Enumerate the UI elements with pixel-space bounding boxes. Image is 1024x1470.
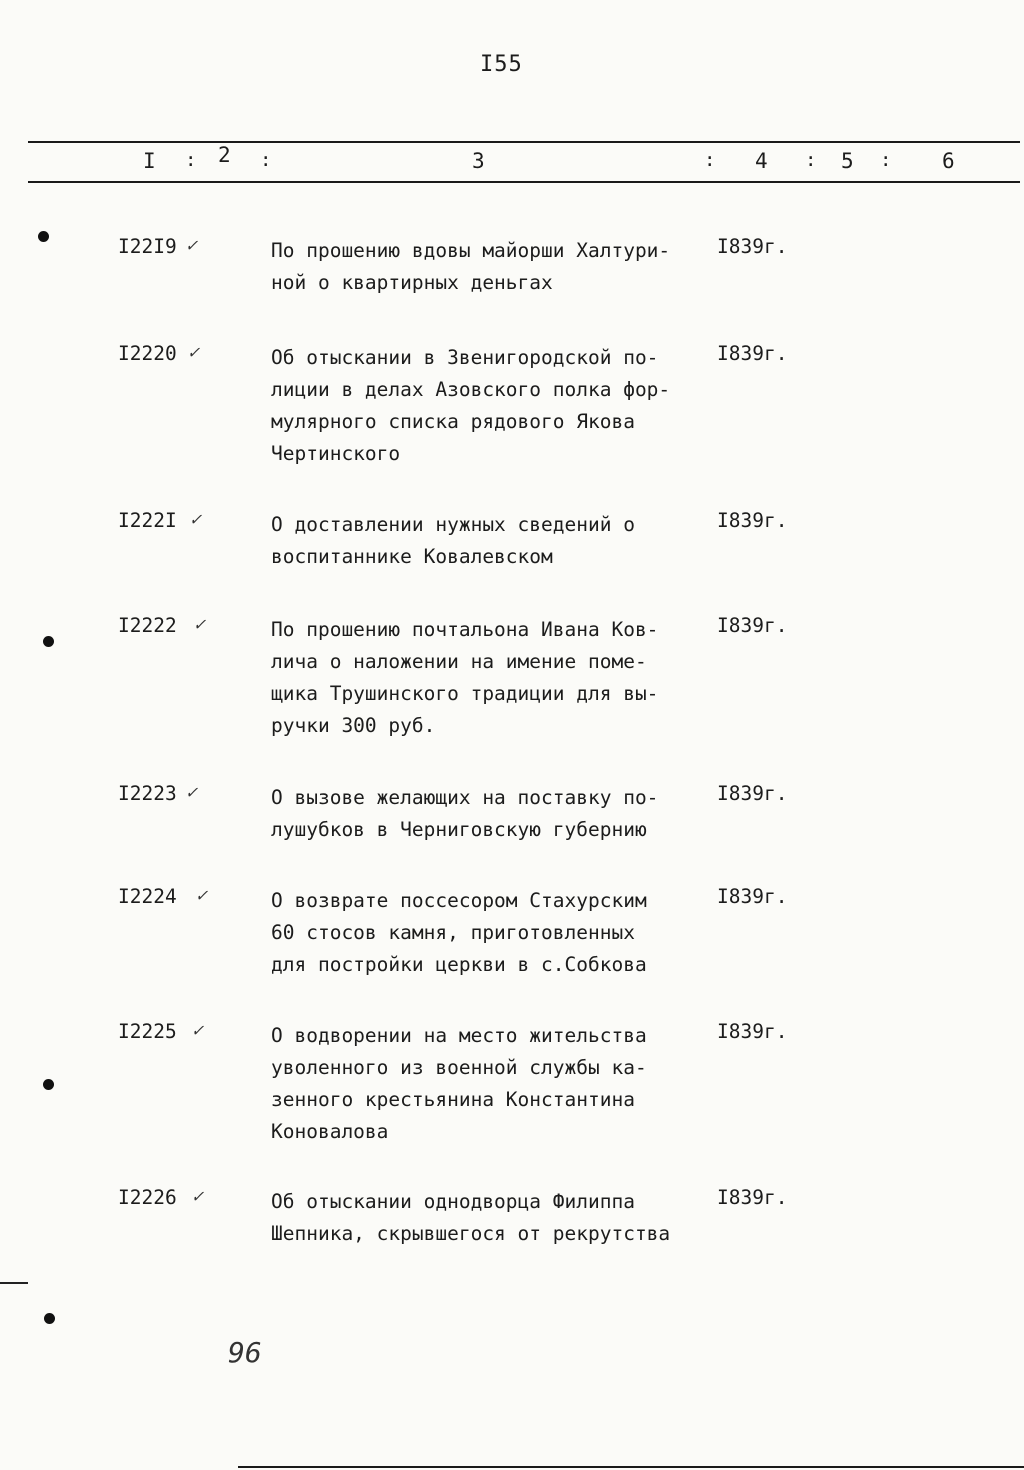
entry-title: Об отыскании однодворца Филиппа Шепника, скрывшегося от рекрутства [271, 1190, 671, 1245]
entry-number: I2222 [118, 614, 177, 637]
margin-line [0, 1282, 28, 1284]
header-col-4: 4 [755, 149, 768, 173]
check-mark-icon: ✓ [186, 235, 197, 256]
check-mark-icon: ✓ [190, 509, 201, 530]
header-sep-2: : [260, 149, 272, 171]
entry-title: О возврате поссесором Стахурским 60 стосов камня, приготовленных для постройки церкви в с.Собкова [271, 889, 647, 976]
entry-number: I2225 [118, 1020, 177, 1043]
entry-title: О водворении на место жительства уволенного из военной службы ка- зенного крестьянина Константина Коновалова [271, 1024, 647, 1143]
entry-number: I2223 [118, 782, 177, 805]
binder-hole-mark [43, 1079, 54, 1090]
header-sep-4: : [805, 149, 817, 171]
check-mark-icon: ✓ [188, 342, 199, 363]
header-col-2: 2 [218, 143, 231, 167]
check-mark-icon: ✓ [192, 1020, 203, 1041]
entry-year: I839г. [717, 342, 788, 365]
entry-year: I839г. [717, 885, 788, 908]
header-top-rule [28, 141, 1020, 143]
check-mark-icon: ✓ [194, 614, 205, 635]
header-sep-1: : [185, 149, 197, 171]
entry-title: Об отыскании в Звенигородской по- лиции в делах Азовского полка фор- мулярного списка рядового Якова Чертинского [271, 346, 671, 465]
entry-year: I839г. [717, 1020, 788, 1043]
header-bottom-rule [28, 181, 1020, 183]
entry-title: По прошению вдовы майорши Халтури- ной о квартирных деньгах [271, 239, 671, 294]
header-sep-5: : [880, 149, 892, 171]
page-number: I55 [480, 52, 523, 77]
entry-year: I839г. [717, 614, 788, 637]
entry-title: О доставлении нужных сведений о воспитаннике Ковалевском [271, 513, 635, 568]
entry-year: I839г. [717, 509, 788, 532]
footer-rule [238, 1466, 1024, 1468]
entry-number: I222I [118, 509, 177, 532]
check-mark-icon: ✓ [186, 782, 197, 803]
header-col-5: 5 [841, 149, 854, 173]
check-mark-icon: ✓ [192, 1186, 203, 1207]
handwritten-annotation: 96 [228, 1336, 262, 1369]
binder-hole-mark [38, 231, 49, 242]
entry-title: О вызове желающих на поставку по- лушубков в Черниговскую губернию [271, 786, 659, 841]
table-header [0, 143, 1024, 179]
entry-number: I2226 [118, 1186, 177, 1209]
binder-hole-mark [44, 1313, 55, 1324]
entry-number: I2224 [118, 885, 177, 908]
entry-year: I839г. [717, 1186, 788, 1209]
entry-year: I839г. [717, 235, 788, 258]
entry-number: I22I9 [118, 235, 177, 258]
entry-number: I2220 [118, 342, 177, 365]
header-col-1: I [143, 149, 156, 173]
header-col-3: 3 [472, 149, 485, 173]
entry-title: По прошению почтальона Ивана Ков- лича о наложении на имение поме- щика Трушинского традиции для вы- ручки 300 руб. [271, 618, 659, 737]
binder-hole-mark [43, 636, 54, 647]
header-sep-3: : [704, 149, 716, 171]
header-col-6: 6 [942, 149, 955, 173]
check-mark-icon: ✓ [196, 885, 207, 906]
entry-year: I839г. [717, 782, 788, 805]
